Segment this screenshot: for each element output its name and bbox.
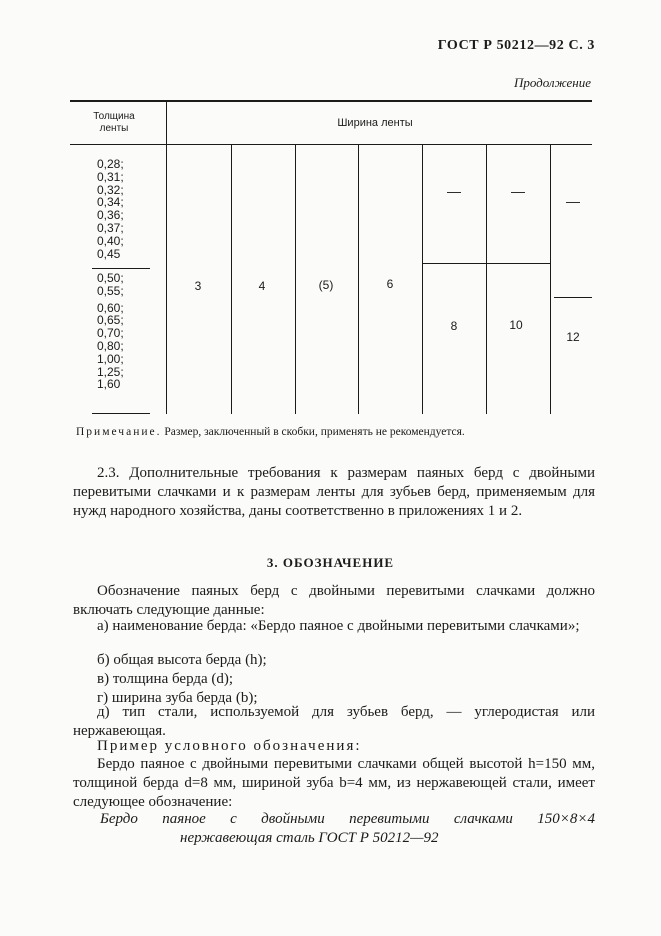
width-cell: 6 [386,277,394,291]
col-divider [231,144,232,414]
note-label: Примечание. [76,426,162,438]
col-divider [166,101,167,414]
thickness-value: 0,45 [97,246,121,261]
col-divider [422,144,423,414]
dash-cell: — [511,183,525,199]
thickness-value: 0,65; [97,313,124,328]
header-thickness: Толщина ленты [93,111,135,134]
designation-line-1: Бердо паяное с двойными перевитыми слачками 150×8×4 [100,811,595,827]
width-cell: 10 [509,318,523,332]
width-cell: 8 [450,319,458,333]
thickness-value: 0,60; [97,300,124,315]
table-header-rule [70,144,592,145]
thickness-value: 0,31; [97,169,124,184]
list-item: а) наименование берда: «Бердо паяное с двойными перевитыми слачками»; [97,618,580,634]
thickness-value: 0,50; [97,271,124,285]
thickness-list-top [97,158,124,260]
width-cell: 3 [194,279,202,293]
thickness-value: 0,40; [97,233,124,248]
table-note [76,424,596,441]
thickness-value: 0,32; [97,182,124,197]
col-divider [550,144,551,414]
paragraph-2-3: 2.3. Дополнительные требования к размерам паяных берд с двойными перевитыми слачками и к размерам ленты для зубьев берд, применяемым для нужд народного хозяйства, даны соответственно в приложениях 1 и 2. [73,465,595,519]
col-divider [358,144,359,414]
thickness-value: 1,00; [97,351,124,366]
thickness-value: 0,70; [97,326,124,341]
dash-cell: — [447,183,461,199]
thickness-list-bottom [97,272,124,391]
header-width: Ширина ленты [337,117,413,129]
thickness-value: 0,34; [97,195,124,210]
intro-paragraph: Обозначение паяных берд с двойными перевитыми слачками должно включать следующие данные: [73,583,595,618]
thickness-value: 1,25; [97,364,124,379]
col-divider [295,144,296,414]
width-cell: 12 [566,330,580,344]
thickness-value: 0,36; [97,208,124,223]
row-separator [422,263,550,264]
width-cell: (5) [318,278,334,292]
designation-line-2: нержавеющая сталь ГОСТ Р 50212—92 [180,830,439,846]
width-cell: 4 [258,279,266,293]
thickness-value: 0,37; [97,220,124,235]
list-item: г) ширина зуба берда (b); [97,690,258,706]
page-header: ГОСТ Р 50212—92 С. 3 [437,38,595,53]
thickness-value: 1,60 [97,377,121,392]
list-item: б) общая высота берда (h); [97,652,267,668]
thickness-value: 0,80; [97,338,124,353]
col-divider [486,144,487,414]
table-top-rule [70,100,592,102]
note-text: Размер, заключенный в скобки, применять не рекомендуется. [164,426,465,438]
thickness-separator [92,268,150,269]
section-title: 3. ОБОЗНАЧЕНИЕ [266,555,395,570]
continuation-label: Продолжение [513,75,591,90]
dash-cell: — [566,193,580,209]
thickness-value: 0,28; [97,157,124,171]
row-separator [554,297,592,298]
list-item: в) толщина берда (d); [97,671,234,687]
thickness-value: 0,55; [97,283,124,298]
example-heading: Пример условного обозначения: [97,738,362,754]
example-text: Бердо паяное с двойными перевитыми слачками общей высотой h=150 мм, толщиной берда d=8 мм, шириной зуба b=4 мм, из нержавеющей стали, имеет следующее обозначение: [73,756,595,810]
list-item: д) тип стали, используемой для зубьев берд, — углеродистая или нержавеющая. [73,704,595,739]
table-bottom-rule [92,413,150,414]
